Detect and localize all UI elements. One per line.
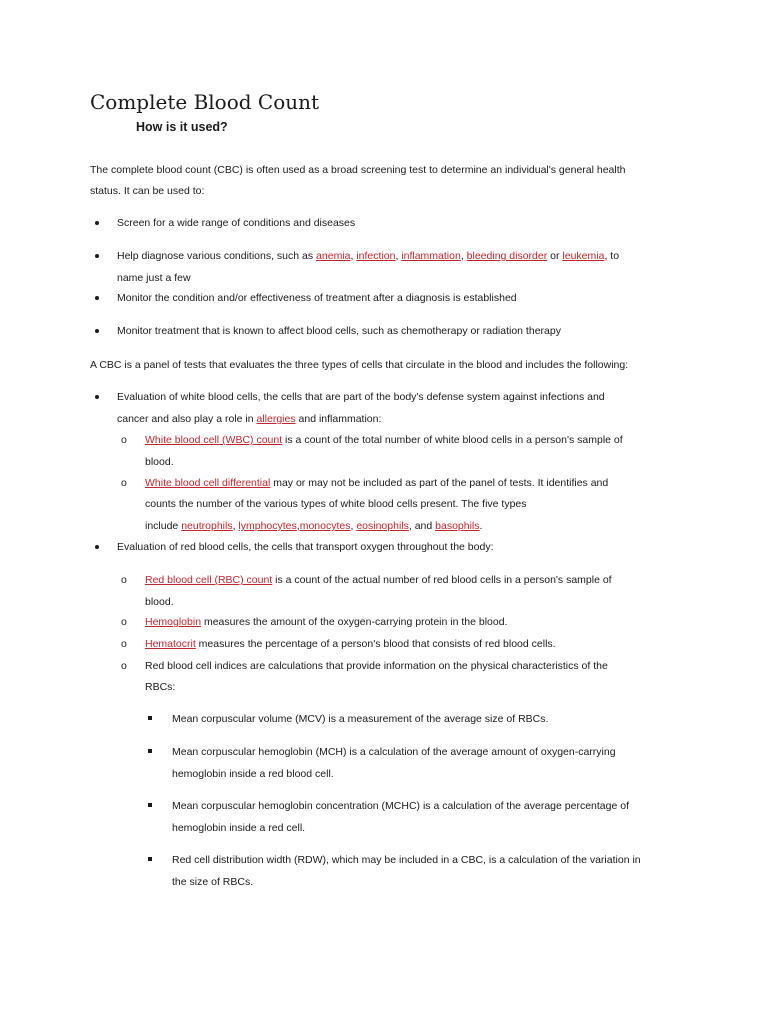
bullet bbox=[95, 395, 99, 399]
page-title: Complete Blood Count bbox=[90, 90, 320, 114]
index-rdw-line-2: the size of RBCs. bbox=[172, 876, 254, 888]
indices-item-line-2: RBCs: bbox=[145, 681, 176, 693]
text-span: and inflammation: bbox=[295, 413, 382, 425]
sub-bullet: o bbox=[121, 638, 127, 650]
wbc-diff-line-2: counts the number of the various types of white blood cells present. The five types bbox=[145, 498, 527, 510]
text-span: is a count of the total number of white blood cells in a person's sample of bbox=[282, 434, 623, 446]
link-neutrophils[interactable]: neutrophils bbox=[181, 520, 233, 532]
intro-line-1: The complete blood count (CBC) is often used as a broad screening test to determine an individual's general health bbox=[90, 164, 626, 176]
wbc-line-1: Evaluation of white blood cells, the cells that are part of the body's defense system against infections and bbox=[117, 391, 605, 403]
text-span: measures the percentage of a person's blood that consists of red blood cells. bbox=[195, 638, 556, 650]
link-allergies[interactable]: allergies bbox=[256, 413, 296, 425]
link-wbc-differential[interactable]: White blood cell differential bbox=[145, 477, 271, 489]
rbc-count-line-2: blood. bbox=[145, 596, 174, 608]
text-span: , and bbox=[408, 520, 436, 532]
text-span: cancer and also play a role in bbox=[117, 413, 257, 425]
link-monocytes[interactable]: monocytes bbox=[299, 520, 351, 532]
index-mch-line-2: hemoglobin inside a red blood cell. bbox=[172, 768, 334, 780]
section-heading: How is it used? bbox=[136, 120, 228, 134]
link-hemoglobin[interactable]: Hemoglobin bbox=[145, 616, 202, 628]
text-span: , to bbox=[604, 250, 620, 262]
rbc-count-item bbox=[145, 573, 612, 587]
link-lymphocytes[interactable]: lymphocytes bbox=[238, 520, 297, 532]
sub-bullet: o bbox=[121, 616, 127, 628]
panel-intro: A CBC is a panel of tests that evaluates the three types of cells that circulate in the blood and includes the following: bbox=[90, 359, 629, 371]
link-inflammation[interactable]: inflammation bbox=[401, 250, 461, 262]
square-bullet bbox=[148, 803, 152, 807]
index-mchc-line-2: hemoglobin inside a red cell. bbox=[172, 822, 306, 834]
text-span: may or may not be included as part of the panel of tests. It identifies and bbox=[270, 477, 609, 489]
bullet bbox=[95, 254, 99, 258]
sub-bullet: o bbox=[121, 574, 127, 586]
sub-bullet: o bbox=[121, 477, 127, 489]
link-leukemia[interactable]: leukemia bbox=[562, 250, 605, 262]
use-item-treatment: Monitor treatment that is known to affect blood cells, such as chemotherapy or radiation therapy bbox=[117, 325, 561, 337]
index-mch: Mean corpuscular hemoglobin (MCH) is a calculation of the average amount of oxygen-carrying bbox=[172, 746, 616, 758]
link-wbc-count[interactable]: White blood cell (WBC) count bbox=[145, 434, 283, 446]
text-span: measures the amount of the oxygen-carrying protein in the blood. bbox=[201, 616, 508, 628]
link-rbc-count[interactable]: Red blood cell (RBC) count bbox=[145, 574, 273, 586]
wbc-count-line-2: blood. bbox=[145, 456, 174, 468]
bullet bbox=[95, 296, 99, 300]
sub-bullet: o bbox=[121, 660, 127, 672]
hematocrit-item bbox=[145, 637, 556, 651]
text-span: is a count of the actual number of red blood cells in a person's sample of bbox=[272, 574, 612, 586]
bullet bbox=[95, 221, 99, 225]
use-item-screen: Screen for a wide range of conditions and diseases bbox=[117, 217, 356, 229]
square-bullet bbox=[148, 857, 152, 861]
hemoglobin-item bbox=[145, 615, 507, 629]
square-bullet bbox=[148, 716, 152, 720]
index-rdw: Red cell distribution width (RDW), which may be included in a CBC, is a calculation of the variation in bbox=[172, 854, 641, 866]
link-basophils[interactable]: basophils bbox=[435, 520, 480, 532]
text-span: or bbox=[547, 250, 563, 262]
link-bleeding-disorder[interactable]: bleeding disorder bbox=[466, 250, 548, 262]
indices-item: Red blood cell indices are calculations that provide information on the physical characteristics of the bbox=[145, 660, 608, 672]
bullet bbox=[95, 329, 99, 333]
index-mchc: Mean corpuscular hemoglobin concentration (MCHC) is a calculation of the average percentage of bbox=[172, 800, 629, 812]
intro-line-2: status. It can be used to: bbox=[90, 185, 205, 197]
text-span: Help diagnose various conditions, such as bbox=[117, 250, 317, 262]
text-span: include bbox=[145, 520, 182, 532]
link-eosinophils[interactable]: eosinophils bbox=[356, 520, 409, 532]
link-hematocrit[interactable]: Hematocrit bbox=[145, 638, 196, 650]
bullet bbox=[95, 545, 99, 549]
rbc-line-1: Evaluation of red blood cells, the cells that transport oxygen throughout the body: bbox=[117, 541, 494, 553]
wbc-diff-item bbox=[145, 476, 608, 490]
wbc-diff-line-3: include neutrophils, lymphocytes,monocytes, eosinophils, and basophils. bbox=[145, 520, 483, 532]
wbc-line-2 bbox=[117, 412, 381, 426]
link-anemia[interactable]: anemia bbox=[316, 250, 351, 262]
use-item-monitor: Monitor the condition and/or effectiveness of treatment after a diagnosis is established bbox=[117, 292, 517, 304]
index-mcv: Mean corpuscular volume (MCV) is a measurement of the average size of RBCs. bbox=[172, 713, 549, 725]
square-bullet bbox=[148, 749, 152, 753]
use-item-diagnose: Help diagnose various conditions, such as anemia, infection, inflammation, bleeding disorder or leukemia, to bbox=[117, 250, 620, 262]
sub-bullet: o bbox=[121, 434, 127, 446]
wbc-count-item bbox=[145, 433, 623, 447]
link-infection[interactable]: infection bbox=[356, 250, 396, 262]
use-item-diagnose-line-2: name just a few bbox=[117, 272, 191, 284]
